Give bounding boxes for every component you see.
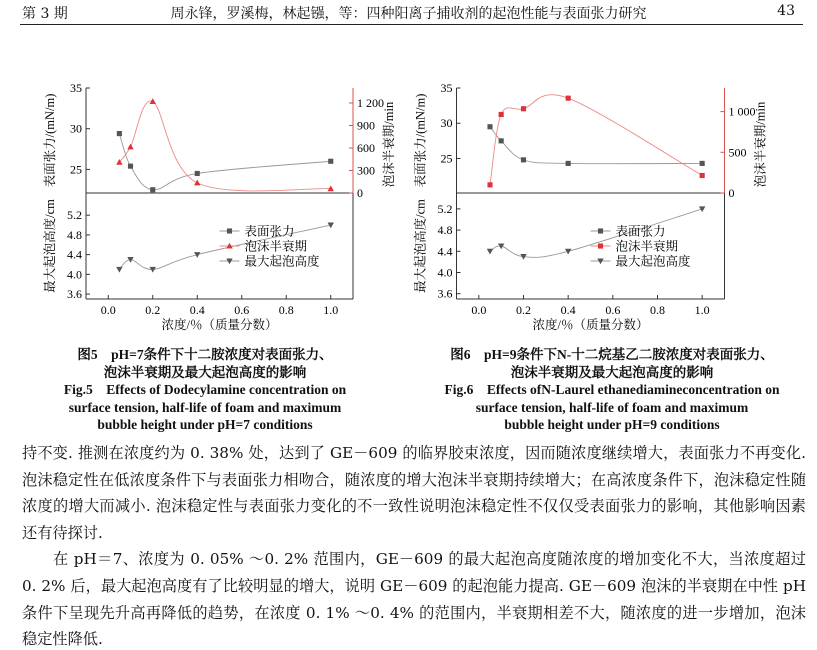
- data-point: [700, 161, 705, 166]
- body-text: [22, 440, 806, 650]
- figure-5-caption: [5, 346, 405, 434]
- x-tick-label: 0.2: [516, 303, 531, 317]
- y-tick-label: 35: [440, 81, 453, 95]
- figure-6-caption: [412, 346, 812, 434]
- data-point: [700, 173, 705, 178]
- y-axis-title-right: 泡沫半衰期/min: [753, 101, 768, 188]
- legend-label: 泡沫半衰期: [615, 239, 679, 254]
- data-point: [566, 161, 571, 166]
- data-point: [128, 164, 133, 169]
- y-tick-label: 30: [70, 121, 82, 136]
- y-tick-label: 5.2: [437, 201, 453, 216]
- y-tick-label: 25: [440, 151, 453, 166]
- data-point: [117, 131, 122, 136]
- caption-line: 泡沫半衰期及最大起泡高度的影响: [510, 364, 714, 380]
- y-right-tick-label: 600: [357, 141, 375, 155]
- data-point: [150, 187, 155, 192]
- caption-line: 图5 pH=7条件下十二胺浓度对表面张力、: [77, 347, 333, 362]
- figure-6-chart: [410, 70, 817, 340]
- caption-line: bubble height under pH=9 conditions: [504, 417, 720, 432]
- y-tick-label: 25: [70, 162, 82, 177]
- y-tick-label: 4.0: [67, 267, 82, 282]
- y-axis-title-bottom: 最大起泡高度/cm: [43, 199, 57, 293]
- y-right-tick-label: 1 200: [357, 96, 384, 110]
- y-right-tick-label: 500: [728, 145, 747, 160]
- x-tick-label: 1.0: [694, 303, 710, 317]
- y-axis-title-bottom: 最大起泡高度/cm: [413, 199, 428, 293]
- header-rule: [20, 24, 803, 25]
- data-point: [194, 180, 200, 186]
- data-point: [116, 267, 122, 273]
- x-tick-label: 0.0: [100, 303, 116, 317]
- data-point: [499, 138, 504, 143]
- x-tick-label: 0.8: [650, 303, 665, 317]
- x-tick-label: 0.4: [189, 303, 205, 317]
- y-axis-title-right: 泡沫半衰期/min: [382, 101, 396, 188]
- caption-line: Fig.5 Effects of Dodecylamine concentration on: [63, 382, 347, 397]
- y-tick-label: 4.8: [67, 227, 82, 242]
- y-tick-label: 4.4: [67, 247, 82, 262]
- y-axis-title-left: 表面张力/(mN/m): [43, 93, 57, 188]
- y-tick-label: 4.0: [437, 265, 453, 280]
- figure-5-chart: [0, 70, 410, 340]
- legend-label: 最大起泡高度: [244, 254, 320, 269]
- caption-line: surface tension, half-life of foam and maximum: [475, 399, 749, 415]
- series-line-1: [119, 101, 330, 191]
- y-right-tick-label: 300: [357, 163, 375, 178]
- legend-label: 最大起泡高度: [615, 254, 691, 269]
- x-axis-title: 浓度/％（质量分数）: [161, 318, 278, 332]
- x-tick-label: 0.8: [278, 303, 294, 317]
- y-tick-label: 5.2: [67, 208, 82, 223]
- data-point: [487, 124, 492, 129]
- data-point: [487, 182, 492, 187]
- y-right-tick-label: 900: [357, 118, 375, 133]
- y-right-tick-label: 0: [357, 186, 363, 200]
- caption-line: 泡沫半衰期及最大起泡高度的影响: [103, 364, 307, 380]
- caption-line: 图6 pH=9条件下N-十二烷基乙二胺浓度对表面张力、: [450, 347, 774, 362]
- x-axis-title: 浓度/％（质量分数）: [532, 318, 649, 332]
- x-tick-label: 1.0: [323, 303, 339, 317]
- paragraph: 在 pH＝7、浓度为 0. 05% ～0. 2% 范围内，GE－609 的最大起泡高度随浓度的增加变化不大，当浓度超过 0. 2% 后，最大起泡高度有了比较明显的增大，说明 GE－609 的起泡能力提高. GE－609 泡沫的半衰期在中性 pH 条件下呈现先升高再降低的趋势，在浓度 0. 1% ～0. 4% 的范围内，半衰期相差不大，随浓度的进一步增加，泡沫稳定性降低.: [22, 550, 806, 649]
- legend-label: 泡沫半衰期: [244, 239, 308, 254]
- y-tick-label: 30: [440, 116, 453, 131]
- issue-number: 第 3 期: [22, 6, 68, 22]
- y-tick-label: 4.8: [437, 223, 453, 238]
- y-right-tick-label: 1 000: [728, 104, 756, 119]
- caption-line: Fig.6 Effects ofN-Laurel ethanediamineconcentration on: [444, 382, 780, 397]
- caption-line: bubble height under pH=7 conditions: [97, 417, 313, 432]
- caption-line: surface tension, half-life of foam and maximum: [68, 399, 342, 415]
- data-point: [499, 112, 504, 117]
- data-point: [566, 96, 571, 101]
- y-tick-label: 35: [70, 81, 82, 95]
- y-tick-label: 3.6: [437, 286, 453, 301]
- data-point: [328, 159, 333, 164]
- legend-marker: [598, 243, 603, 248]
- x-tick-label: 0.6: [234, 303, 250, 317]
- y-right-tick-label: 0: [728, 186, 735, 200]
- data-point: [195, 171, 200, 176]
- y-axis-title-left: 表面张力/(mN/m): [413, 93, 428, 188]
- running-title: 周永锋，罗溪梅，林起镪，等：四种阳离子捕收剂的起泡性能与表面张力研究: [170, 6, 647, 22]
- legend-marker: [598, 228, 603, 233]
- x-tick-label: 0.6: [605, 303, 621, 317]
- data-point: [127, 144, 133, 150]
- data-point: [487, 249, 493, 255]
- legend-label: 表面张力: [244, 224, 295, 239]
- y-tick-label: 3.6: [67, 287, 82, 302]
- paragraph: 持不变. 推测在浓度约为 0. 38% 处，达到了 GE－609 的临界胶束浓度，因而随浓度继续增大，表面张力不再变化. 泡沫稳定性在低浓度条件下与表面张力相吻合，随浓度的增大泡沫半衰期持续增大；在高浓度条件下，泡沫稳定性随浓度的增大而减小. 泡沫稳定性与表面张力变化的不一致性说明泡沫稳定性不仅仅受表面张力的影响，其他影响因素还有待探讨.: [22, 444, 806, 542]
- x-tick-label: 0.0: [471, 303, 487, 317]
- page-number: 43: [777, 3, 795, 19]
- data-point: [521, 157, 526, 162]
- data-point: [521, 106, 526, 111]
- x-tick-label: 0.4: [560, 303, 576, 317]
- x-tick-label: 0.2: [145, 303, 161, 317]
- y-tick-label: 4.4: [437, 244, 453, 259]
- series-line-0: [119, 134, 330, 190]
- legend-marker: [227, 228, 232, 233]
- legend-label: 表面张力: [615, 224, 666, 239]
